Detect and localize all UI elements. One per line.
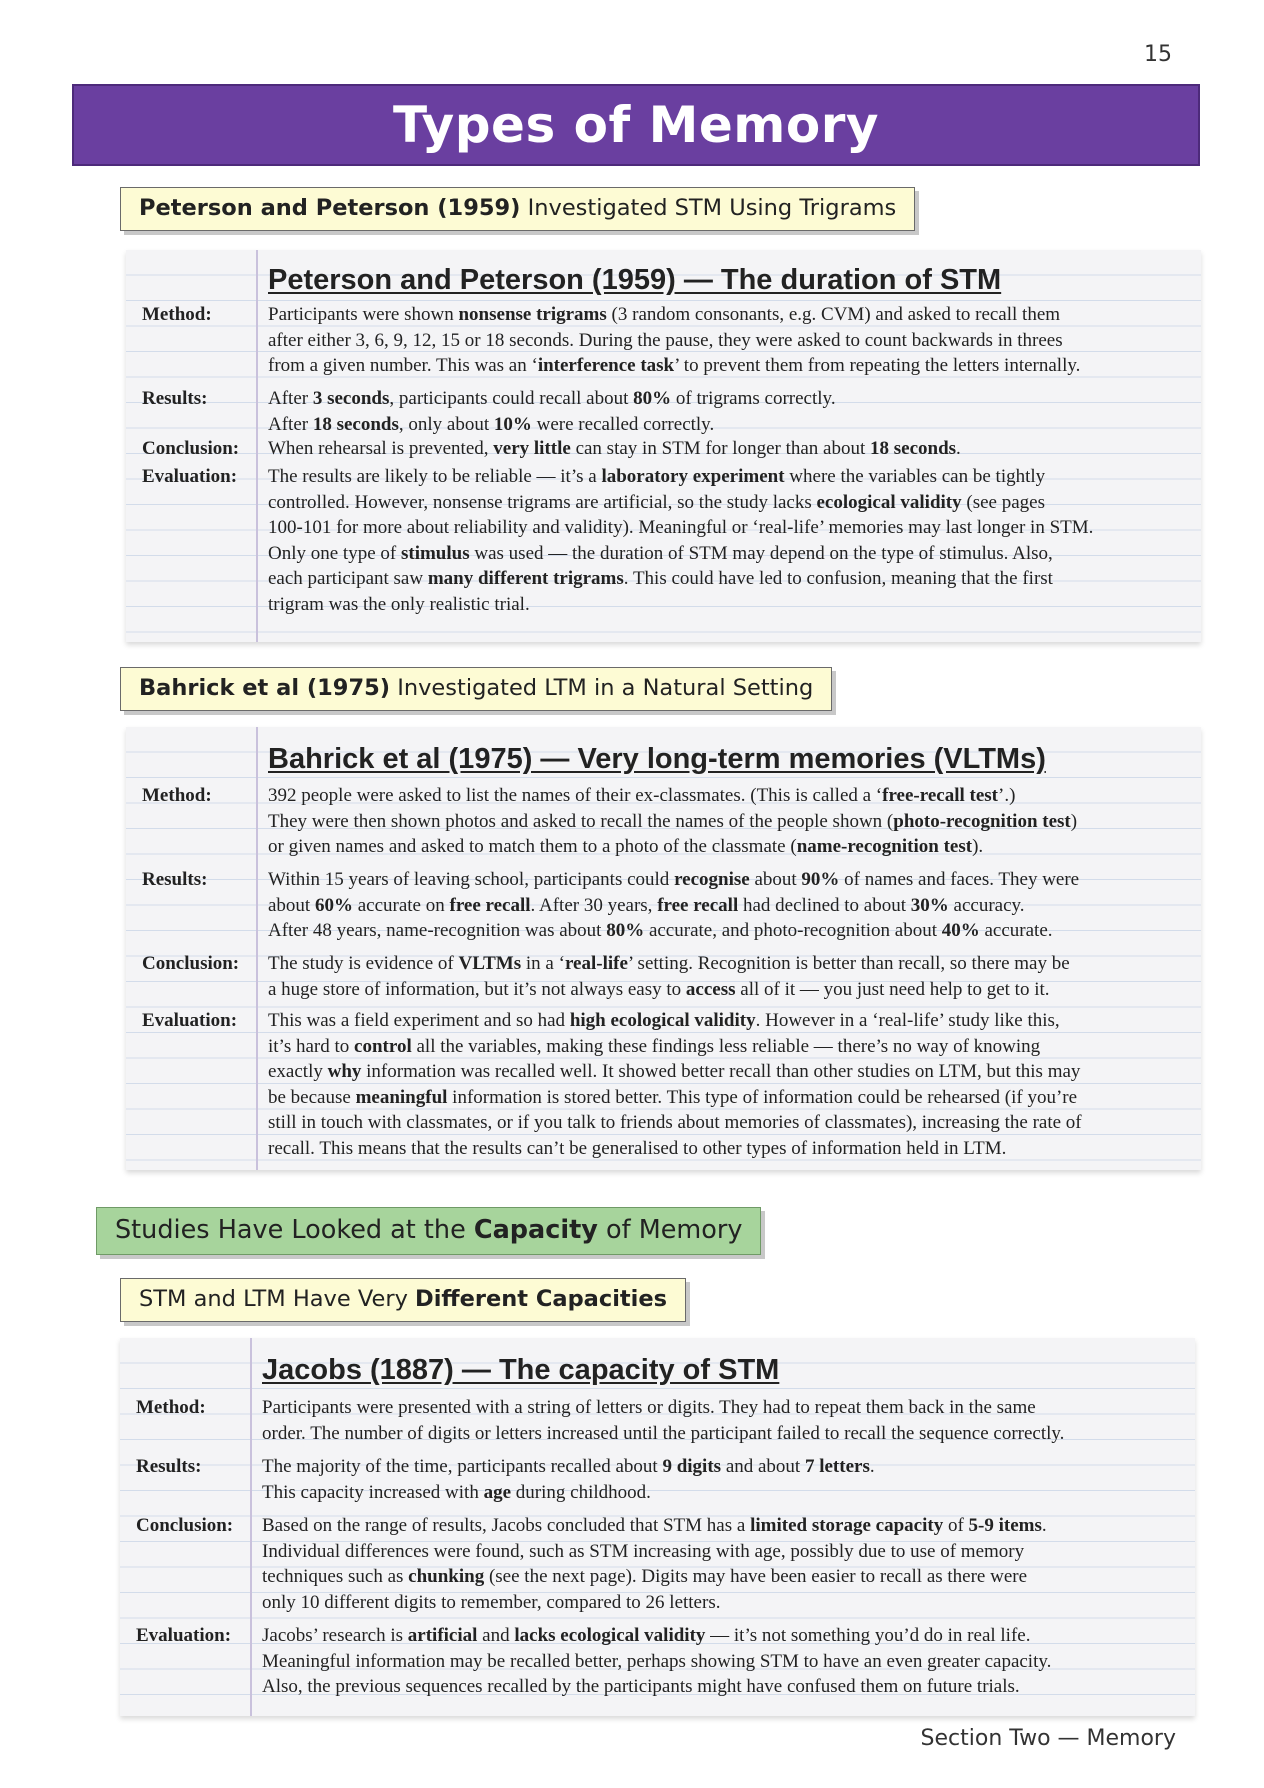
row-label: Evaluation:: [142, 466, 238, 487]
bold-term: age: [483, 1481, 512, 1503]
text-run: order. The number of digits or letters increased until the participant failed to recall the sequence correctly.: [262, 1422, 1065, 1444]
text-run: recall. This means that the results can’t be generalised to other types of information held in LTM.: [268, 1137, 1007, 1159]
bold-term: free recall: [657, 894, 739, 916]
bold-term: 90%: [801, 869, 840, 890]
text-run: (see pages: [961, 491, 1045, 513]
text-line: [268, 1059, 1082, 1085]
row-label: Method:: [142, 785, 212, 806]
text-run: information was recalled well. It showed better recall than other studies on LTM, but this may: [361, 1061, 1081, 1082]
bold-term: 40%: [941, 920, 980, 941]
bold-term: limited storage capacity: [750, 1515, 944, 1536]
bold-term: Peterson and Peterson (1959): [139, 195, 521, 221]
text-run: . This could have led to confusion, meaning that the first: [623, 568, 1053, 589]
text-run: was used — the duration of STM may depend on the type of stimulus. Also,: [469, 542, 1053, 564]
bold-term: 18 seconds: [312, 413, 399, 435]
study-tag-bahrick: [120, 667, 832, 711]
row-label: Results:: [142, 869, 208, 890]
bold-term: many different trigrams: [427, 568, 624, 589]
bold-term: ecological validity: [816, 491, 962, 513]
text-run: of names and faces. They were: [839, 869, 1080, 890]
text-run: . After 30 years,: [530, 894, 658, 916]
text-run: be because: [268, 1086, 356, 1108]
bold-term: 80%: [633, 388, 672, 409]
text-line: [268, 436, 961, 462]
bold-term: lacks ecological validity: [514, 1625, 706, 1646]
text-run: The majority of the time, participants recalled about: [262, 1456, 663, 1477]
text-line: [268, 412, 836, 438]
text-run: information is stored better. This type of information could be rehearsed (if you’re: [447, 1086, 1078, 1108]
text-run: ): [1070, 810, 1078, 832]
text-run: Also, the previous sequences recalled by the participants might have confused them on future trials.: [262, 1676, 1020, 1697]
text-line: [268, 1085, 1082, 1111]
text-run: Only one type of: [268, 542, 401, 564]
text-line: [262, 1480, 875, 1506]
study-tag-jacobs: [120, 1278, 686, 1322]
text-run: ’ to prevent them from repeating the letters internally.: [674, 355, 1081, 376]
text-line: [268, 515, 1093, 541]
bold-term: 7 letters: [804, 1456, 870, 1477]
text-line: [262, 1564, 1047, 1590]
bold-term: 5-9 items: [968, 1515, 1042, 1536]
text-run: accuracy.: [948, 894, 1025, 916]
bold-term: laboratory experiment: [601, 466, 785, 487]
text-run: STM and LTM Have Very: [139, 1286, 416, 1312]
bold-term: very little: [493, 438, 571, 459]
study-tag-peterson: [120, 187, 915, 231]
text-run: .: [1041, 1515, 1047, 1536]
bold-term: free-recall test: [882, 785, 998, 806]
text-run: Jacobs’ research is: [262, 1625, 408, 1646]
text-line: [268, 918, 1079, 944]
study-heading: Bahrick et al (1975) — Very long-term memories (VLTMs): [268, 743, 1046, 775]
bold-term: control: [354, 1035, 412, 1057]
bold-term: name-recognition test: [796, 836, 973, 857]
study-heading: Jacobs (1887) — The capacity of STM: [262, 1354, 780, 1386]
bold-term: Capacity: [473, 1215, 598, 1245]
text-line: [268, 809, 1077, 835]
bold-term: access: [685, 978, 736, 1000]
row-body: [268, 783, 1077, 860]
row-label: Method:: [136, 1397, 206, 1418]
text-run: were recalled correctly.: [531, 413, 715, 435]
text-run: where the variables can be tightly: [784, 466, 1046, 487]
bold-term: recognise: [674, 869, 750, 890]
bold-term: VLTMs: [458, 953, 522, 974]
text-line: [262, 1513, 1047, 1539]
text-run: exactly: [268, 1061, 328, 1082]
text-run: can stay in STM for longer than about: [570, 438, 870, 459]
text-run: Participants were presented with a string of letters or digits. They had to repeat them back in the same: [262, 1397, 1036, 1418]
bold-term: stimulus: [400, 542, 470, 564]
text-line: [268, 1034, 1082, 1060]
text-run: ’.): [998, 785, 1016, 806]
text-run: of Memory: [597, 1215, 743, 1245]
row-body: [262, 1513, 1047, 1615]
bold-term: free recall: [449, 894, 531, 916]
text-run: .: [869, 1456, 875, 1477]
text-line: [262, 1395, 1064, 1421]
text-line: [268, 1008, 1082, 1034]
row-body: [268, 302, 1080, 379]
text-run: accurate, and photo-recognition about: [644, 920, 942, 941]
text-line: [262, 1421, 1064, 1447]
text-run: or given names and asked to match them to a photo of the classmate (: [268, 836, 797, 857]
bold-term: 80%: [606, 920, 645, 941]
text-run: each participant saw: [268, 568, 428, 589]
text-line: [268, 893, 1079, 919]
text-run: techniques such as: [262, 1566, 409, 1587]
footer-section: Section Two — Memory: [920, 1726, 1176, 1751]
section-tag-capacity: [96, 1207, 761, 1255]
bold-term: 9 digits: [662, 1456, 722, 1477]
text-line: [268, 951, 1070, 977]
text-run: . However in a ‘real-life’ study like this,: [755, 1010, 1060, 1031]
study-heading: Peterson and Peterson (1959) — The duration of STM: [268, 264, 1002, 296]
bold-term: meaningful: [355, 1086, 448, 1108]
text-run: Investigated LTM in a Natural Setting: [390, 675, 814, 701]
bold-term: 60%: [314, 894, 353, 916]
text-run: all of it — you just need help to get to it.: [735, 978, 1050, 1000]
row-label: Evaluation:: [136, 1625, 232, 1646]
bold-term: high ecological validity: [569, 1010, 756, 1031]
text-run: Investigated STM Using Trigrams: [520, 195, 897, 221]
bold-term: chunking: [408, 1566, 485, 1587]
text-run: still in touch with classmates, or if you talk to friends about memories of classmates), increasing the rate of: [268, 1112, 1082, 1133]
text-run: (see the next page). Digits may have been easier to recall as there were: [484, 1566, 1028, 1587]
row-body: [268, 386, 836, 437]
text-line: [262, 1649, 1051, 1675]
page-title: Types of Memory: [392, 96, 879, 154]
text-line: [262, 1590, 1047, 1616]
bold-term: nonsense trigrams: [458, 304, 607, 325]
row-label: Results:: [136, 1456, 202, 1477]
bold-term: 10%: [493, 413, 532, 435]
text-line: [268, 490, 1093, 516]
text-run: This was a field experiment and so had: [268, 1010, 570, 1031]
text-run: (3 random consonants, e.g. CVM) and asked to recall them: [606, 304, 1061, 325]
row-body: [262, 1395, 1064, 1446]
text-line: [268, 541, 1093, 567]
text-run: and: [477, 1625, 515, 1646]
text-run: of: [943, 1515, 969, 1536]
text-run: They were then shown photos and asked to recall the names of the people shown (: [268, 810, 894, 832]
text-line: [268, 867, 1079, 893]
text-run: about: [749, 869, 802, 890]
text-line: [268, 592, 1093, 618]
text-run: it’s hard to: [268, 1035, 355, 1057]
text-run: Meaningful information may be recalled better, perhaps showing STM to have an even greater capacity.: [262, 1650, 1052, 1672]
row-label: Results:: [142, 388, 208, 409]
bold-term: 3 seconds: [312, 388, 390, 409]
text-line: [268, 464, 1093, 490]
text-run: trigram was the only realistic trial.: [268, 593, 530, 615]
study-card-jacobs: [120, 1338, 1195, 1716]
text-run: After 48 years, name-recognition was about: [268, 920, 607, 941]
text-line: [262, 1454, 875, 1480]
text-run: had declined to about: [738, 894, 911, 916]
margin-line: [256, 727, 258, 1170]
text-line: [262, 1539, 1047, 1565]
study-card-bahrick: [126, 727, 1201, 1170]
text-run: After: [268, 388, 313, 409]
text-run: Participants were shown: [268, 304, 459, 325]
text-run: Individual differences were found, such as STM increasing with age, possibly due to use of memory: [262, 1540, 1025, 1562]
bold-term: Different Capacities: [415, 1286, 668, 1312]
text-line: [268, 353, 1080, 379]
text-run: — it’s not something you’d do in real life.: [705, 1625, 1031, 1646]
text-line: [268, 783, 1077, 809]
text-line: [268, 834, 1077, 860]
text-run: The study is evidence of: [268, 953, 459, 974]
text-run: a huge store of information, but it’s not always easy to: [268, 978, 686, 1000]
text-run: and about: [721, 1456, 805, 1477]
title-banner: [72, 84, 1200, 166]
text-run: ’ setting. Recognition is better than recall, so there may be: [627, 953, 1070, 974]
bold-term: photo-recognition test: [893, 810, 1071, 832]
row-body: [268, 464, 1093, 617]
row-label: Conclusion:: [142, 953, 240, 974]
margin-line: [256, 250, 258, 642]
text-run: The results are likely to be reliable — it’s a: [268, 466, 602, 487]
bold-term: artificial: [407, 1625, 478, 1646]
text-line: [268, 328, 1080, 354]
row-label: Evaluation:: [142, 1010, 238, 1031]
text-run: accurate.: [979, 920, 1053, 941]
text-run: After: [268, 413, 313, 435]
text-run: When rehearsal is prevented,: [268, 438, 494, 459]
text-run: ).: [972, 836, 984, 857]
text-run: of trigrams correctly.: [671, 388, 836, 409]
row-body: [262, 1623, 1051, 1700]
text-line: [262, 1623, 1051, 1649]
text-line: [268, 1110, 1082, 1136]
bold-term: 30%: [910, 894, 949, 916]
text-line: [268, 386, 836, 412]
text-line: [268, 1136, 1082, 1162]
row-body: [268, 867, 1079, 944]
page-number: 15: [1144, 42, 1172, 67]
text-run: about: [268, 894, 315, 916]
row-body: [268, 951, 1070, 1002]
bold-term: 18 seconds: [870, 438, 957, 459]
row-body: [262, 1454, 875, 1505]
text-run: during childhood.: [511, 1481, 651, 1503]
row-label: Conclusion:: [142, 438, 240, 459]
row-body: [268, 436, 961, 462]
row-label: Conclusion:: [136, 1515, 234, 1536]
row-label: Method:: [142, 304, 212, 325]
text-run: after either 3, 6, 9, 12, 15 or 18 seconds. During the pause, they were asked to count backwards in threes: [268, 329, 1063, 351]
text-run: accurate on: [352, 894, 450, 916]
text-run: controlled. However, nonsense trigrams are artificial, so the study lacks: [268, 491, 817, 513]
text-run: , participants could recall about: [389, 388, 634, 409]
text-run: 100-101 for more about reliability and validity). Meaningful or ‘real-life’ memories may last longer in STM.: [268, 517, 1094, 538]
text-line: [268, 302, 1080, 328]
bold-term: interference task: [537, 355, 675, 376]
text-run: all the variables, making these findings less reliable — there’s no way of knowing: [411, 1035, 1041, 1057]
bold-term: why: [327, 1061, 362, 1082]
row-body: [268, 1008, 1082, 1161]
text-run: Studies Have Looked at the: [115, 1215, 474, 1245]
text-line: [262, 1674, 1051, 1700]
text-run: .: [956, 438, 961, 459]
text-run: from a given number. This was an ‘: [268, 355, 538, 376]
text-run: in a ‘: [521, 953, 565, 974]
text-run: This capacity increased with: [262, 1481, 484, 1503]
bold-term: real-life: [564, 953, 628, 974]
study-card-peterson: [126, 250, 1201, 642]
text-run: Based on the range of results, Jacobs concluded that STM has a: [262, 1515, 751, 1536]
text-run: only 10 different digits to remember, compared to 26 letters.: [262, 1591, 721, 1613]
text-run: , only about: [398, 413, 494, 435]
margin-line: [250, 1338, 252, 1716]
text-line: [268, 566, 1093, 592]
text-run: Within 15 years of leaving school, participants could: [268, 869, 675, 890]
text-line: [268, 977, 1070, 1003]
text-run: 392 people were asked to list the names of their ex-classmates. (This is called a ‘: [268, 785, 883, 806]
bold-term: Bahrick et al (1975): [139, 675, 391, 701]
